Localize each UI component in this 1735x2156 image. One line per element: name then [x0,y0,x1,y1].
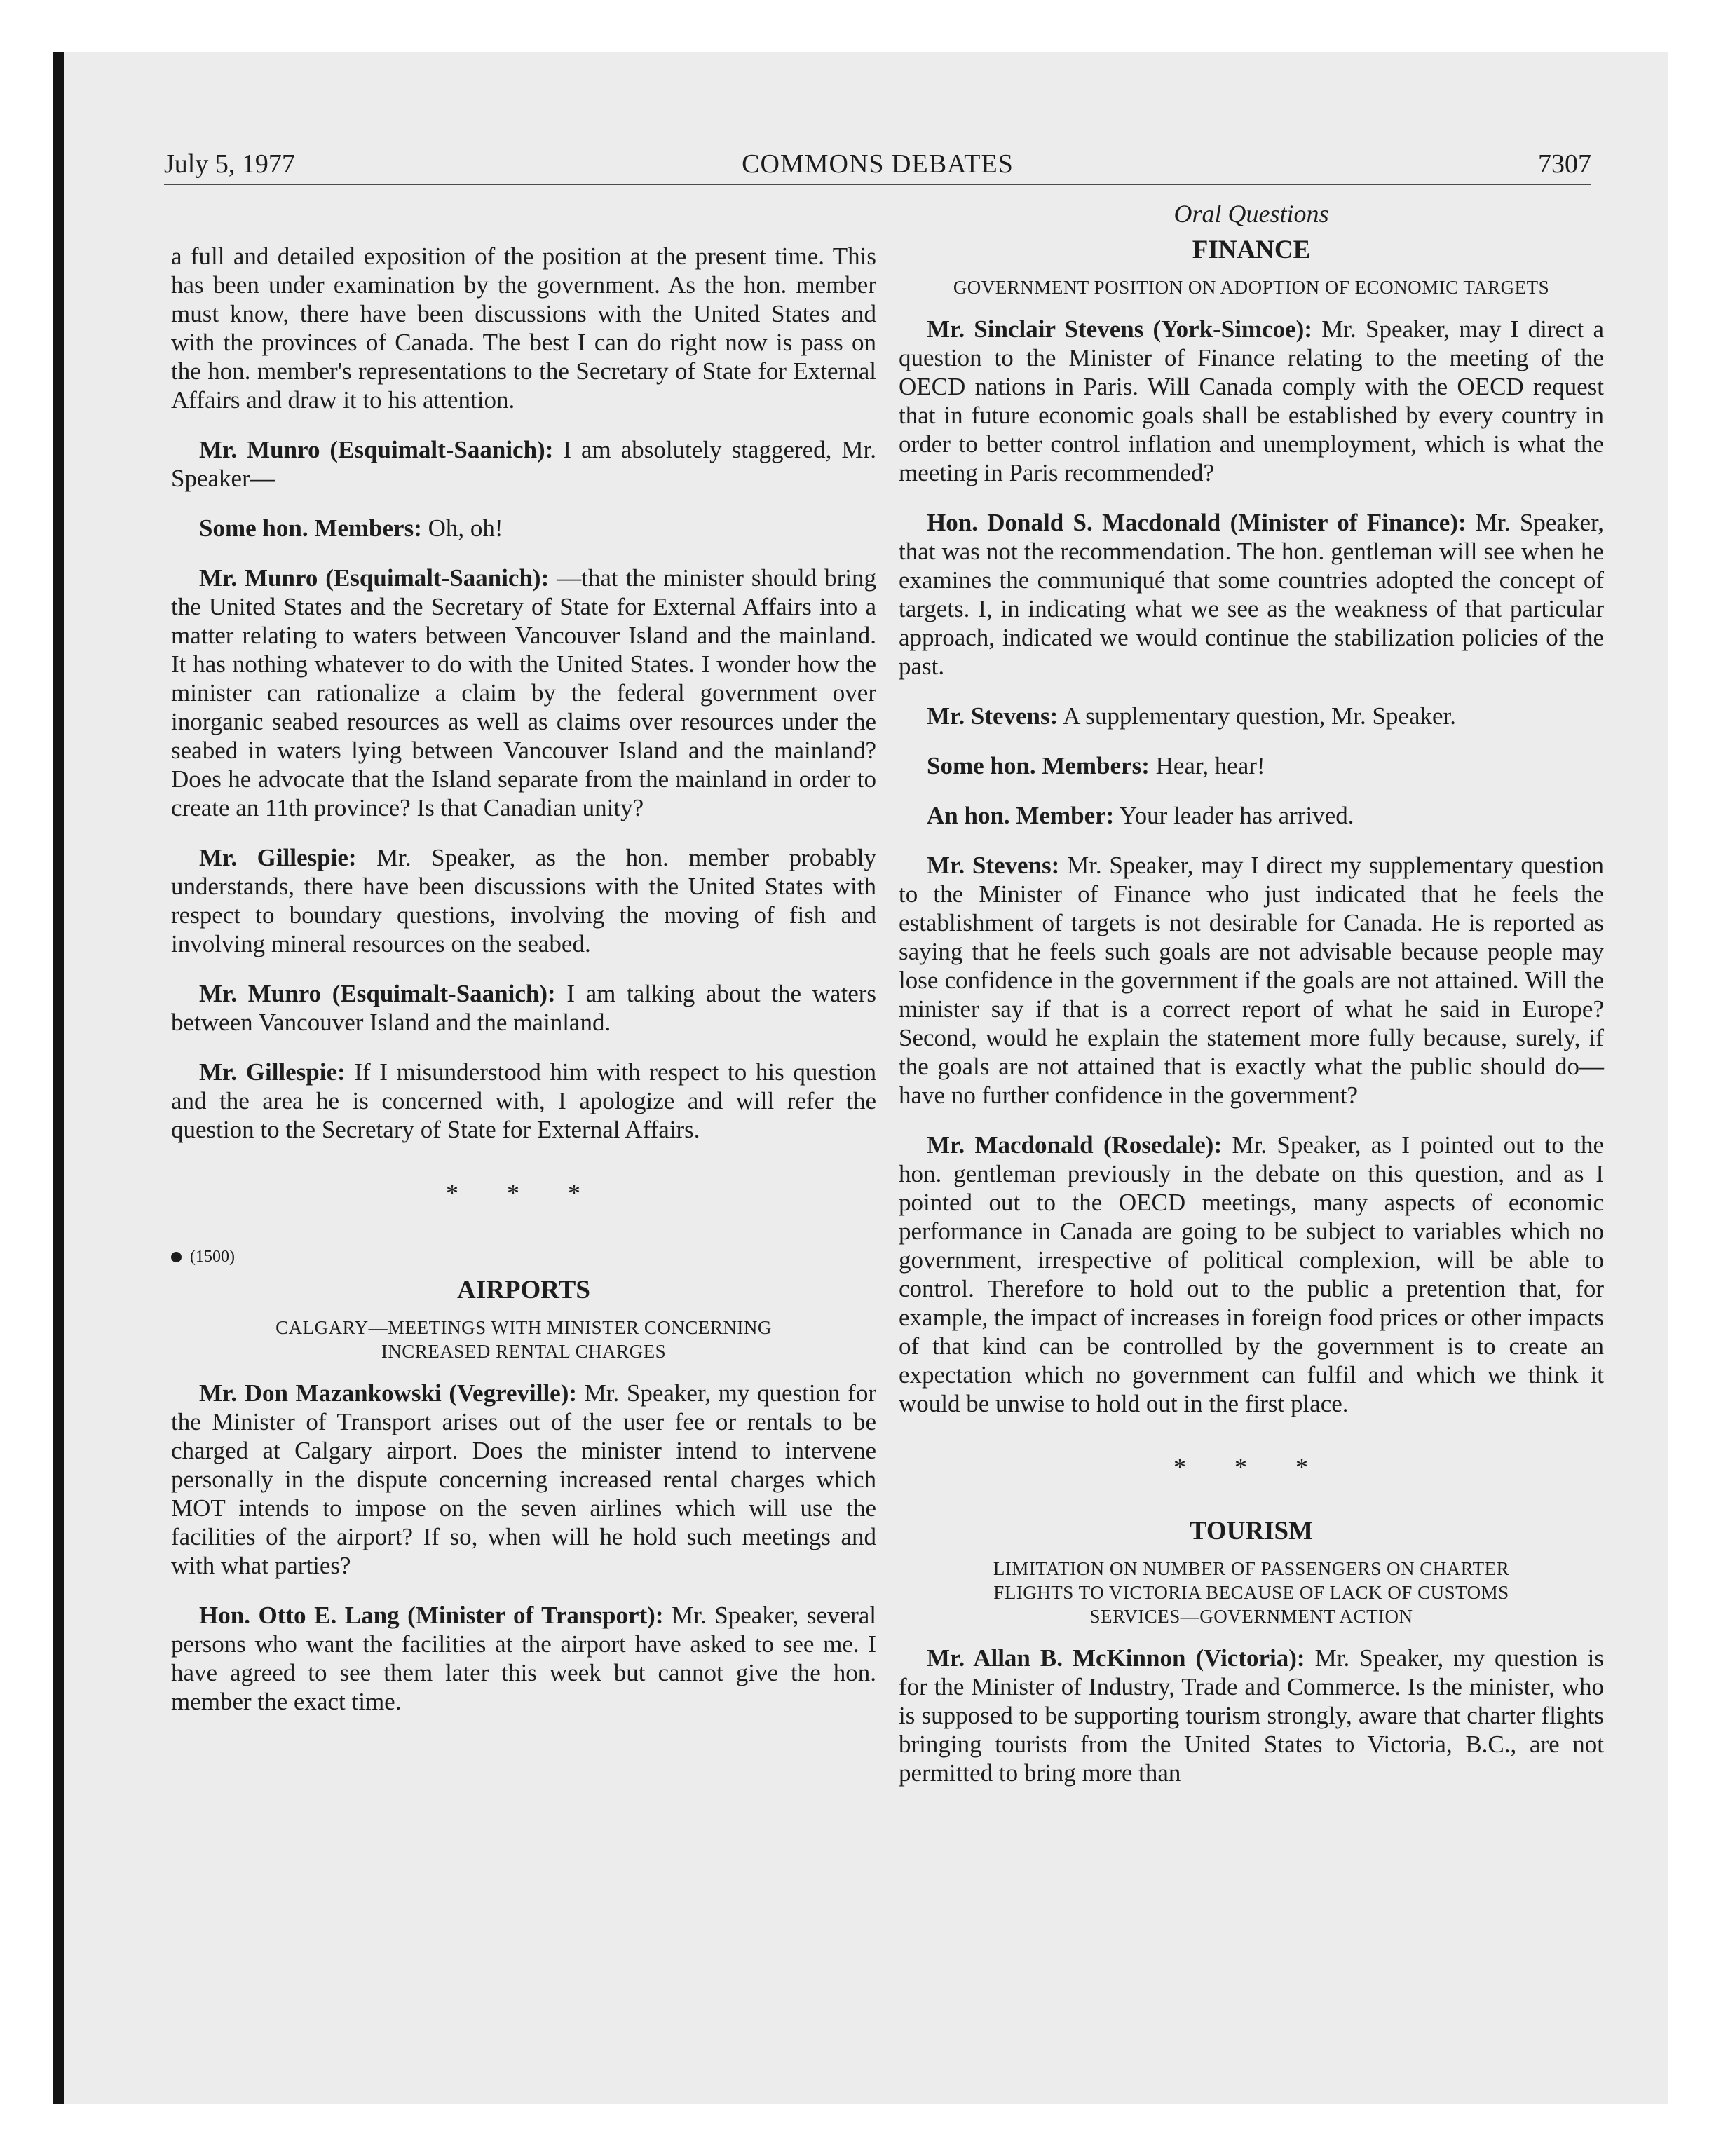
speaker-name: Mr. Stevens: [927,702,1059,730]
speaker-name: Mr. Gillespie: [199,844,357,871]
speech-text: Hear, hear! [1155,752,1265,779]
subhead-line: LIMITATION ON NUMBER OF PASSENGERS ON CHARTER [993,1558,1510,1579]
speech-paragraph [171,1379,876,1580]
speech-paragraph [899,508,1604,681]
subhead-line: GOVERNMENT POSITION ON ADOPTION OF ECONOMIC TARGETS [953,277,1550,298]
speech-text: A supplementary question, Mr. Speaker. [1063,702,1457,730]
section-title-airports: AIRPORTS [457,1276,590,1304]
speaker-name: Some hon. Members: [927,752,1150,779]
speech-text: —that the minister should bring the United States and the Secretary of State for External Affairs into a matter relating to waters between Vancouver Island and the mainland. It has nothing whatever to do with the United States. I wonder how the minister can rationalize a claim by the federal government over inorganic seabed resources as well as claims over resources under the seabed in waters lying between Vancouver Island and the mainland? Does he advocate that the Island separate from the mainland in order to create an 11th province? Is that Canadian unity? [171,564,877,821]
speaker-name: Mr. Macdonald (Rosedale): [927,1131,1223,1159]
right-column [899,200,1604,1808]
header-date: July 5, 1977 [164,149,295,179]
speaker-name: Mr. Munro (Esquimalt-Saanich): [199,564,550,592]
speaker-name: Mr. Munro (Esquimalt-Saanich): [199,436,554,463]
time-marker-text: (1500) [190,1248,235,1266]
speech-paragraph [171,843,876,958]
speaker-name: Hon. Otto E. Lang (Minister of Transport): [199,1602,664,1629]
speech-text: Your leader has arrived. [1119,802,1354,829]
speaker-name: Mr. Munro (Esquimalt-Saanich): [199,980,556,1007]
speech-text: Mr. Speaker, my question is for the Minister of Industry, Trade and Commerce. Is the minister, who is supposed to be supporting tourism strongly, aware that charter flights bringing tourists from the United States to Victoria, B.C., are not permitted to bring more than [899,1644,1605,1787]
speech-text: Mr. Speaker, as the hon. member probably understands, there have been discussions with the United States with respect to boundary questions, involving the moving of fish and involving mineral resources on the seabed. [171,844,877,957]
speaker-name: Hon. Donald S. Macdonald (Minister of Finance): [927,509,1467,536]
section-kicker: Oral Questions [1173,200,1329,228]
speech-text: If I misunderstood him with respect to his question and the area he is concerned with, I apologize and will refer the question to the Secretary of State for External Affairs. [171,1058,876,1143]
speech-text: Mr. Speaker, my question for the Minister of Transport arises out of the user fee or rentals to be charged at Calgary airport. Does the minister intend to intervene personally in the dispute concerning increased rental charges which MOT intends to impose on the seven airlines which will use the facilities of the airport? If so, when will he hold such meetings and with what parties? [171,1379,876,1579]
section-title-finance: FINANCE [1192,236,1311,264]
speech-paragraph [171,1058,876,1144]
subhead-line: INCREASED RENTAL CHARGES [381,1341,667,1362]
subhead [899,1557,1604,1628]
speech-paragraph [899,1644,1604,1787]
subhead-line: CALGARY—MEETINGS WITH MINISTER CONCERNING [275,1317,772,1338]
page-number: 7307 [1538,149,1591,179]
subhead [171,1316,876,1363]
speech-paragraph [171,564,876,822]
speech-text: Mr. Speaker, may I direct a question to the Minister of Finance relating to the meeting of the OECD nations in Paris. Will Canada comply with the OECD request that in future economic goals shall be established by every country in order to better control inflation and unemployment, which is what the meeting in Paris recommended? [899,315,1605,486]
speaker-name: Mr. Allan B. McKinnon (Victoria): [927,1644,1305,1672]
speech-paragraph [171,435,876,493]
running-head [164,149,1591,185]
speech-text: Oh, oh! [428,514,503,542]
scan-binding-edge [53,52,64,2104]
section-title-tourism: TOURISM [1189,1517,1314,1546]
continued-paragraph: a full and detailed exposition of the position at the present time. This has been under examination by the government. As the hon. member must know, there have been discussions with the United States and with the provinces of Canada. The best I can do right now is pass on the hon. member's representations to the Secretary of State for External Affairs and draw it to his attention. [171,243,876,414]
speaker-name: Some hon. Members: [199,514,422,542]
speech-paragraph [899,801,1604,830]
speech-paragraph [171,1601,876,1716]
subhead-line: FLIGHTS TO VICTORIA BECAUSE OF LACK OF CUSTOMS [993,1582,1509,1603]
speech-text: I am absolutely staggered, Mr. Speaker— [171,436,877,492]
section-separator: * * * [446,1179,601,1207]
speech-paragraph [899,1131,1604,1418]
left-column [171,242,876,1737]
bullet-icon [171,1252,182,1262]
speech-paragraph [899,315,1604,487]
speech-text: Mr. Speaker, several persons who want the facilities at the airport have asked to see me. I have agreed to see them later this week but cannot give the hon. member the exact time. [171,1602,876,1715]
speaker-name: Mr. Stevens: [927,852,1060,879]
speech-text: I am talking about the waters between Vancouver Island and the mainland. [171,980,877,1036]
section-separator: * * * [1173,1453,1329,1481]
speaker-name: Mr. Sinclair Stevens (York-Simcoe): [927,315,1312,343]
subhead-line: SERVICES—GOVERNMENT ACTION [1089,1606,1413,1627]
speech-paragraph [899,702,1604,730]
speaker-name: Mr. Don Mazankowski (Vegreville): [199,1379,578,1407]
speech-paragraph [171,514,876,543]
subhead [899,275,1604,299]
time-marker [171,1243,876,1271]
speech-paragraph [899,751,1604,780]
header-title: COMMONS DEBATES [742,149,1014,179]
speaker-name: An hon. Member: [927,802,1115,829]
speaker-name: Mr. Gillespie: [199,1058,346,1086]
speech-text: Mr. Speaker, that was not the recommendation. The hon. gentleman will see when he examines the communiqué that some countries adopted the concept of targets. I, in indicating what we see as the weakness of that particular approach, indicated we would continue the stabilization policies of the past. [899,509,1604,680]
speech-paragraph [899,851,1604,1110]
speech-text: Mr. Speaker, may I direct my supplementary question to the Minister of Finance who just indicated that he feels the establishment of targets is not desirable for Canada. He is reported as saying that he feels such goals are not advisable because people may lose confidence in the government if the goals are not attained. Will the minister say if that is a correct report of what he said in Europe? Second, would he explain the statement more fully because, surely, if the goals are not attained that is exactly what the public should do—have no further confidence in the government? [899,852,1604,1109]
speech-paragraph [171,979,876,1037]
speech-text: Mr. Speaker, as I pointed out to the hon. gentleman previously in the debate on this question, and as I pointed out to the OECD meetings, many aspects of economic performance in Canada are going to be subject to variables which no government, irrespective of political complexion, will be able to control. Therefore to hold out to the public a pretention that, for example, the impact of increases in foreign food prices or other impacts of that kind can be controlled by the government is to create an expectation which no government can fulfil and which we think it would be unwise to hold out in the first place. [899,1131,1605,1417]
